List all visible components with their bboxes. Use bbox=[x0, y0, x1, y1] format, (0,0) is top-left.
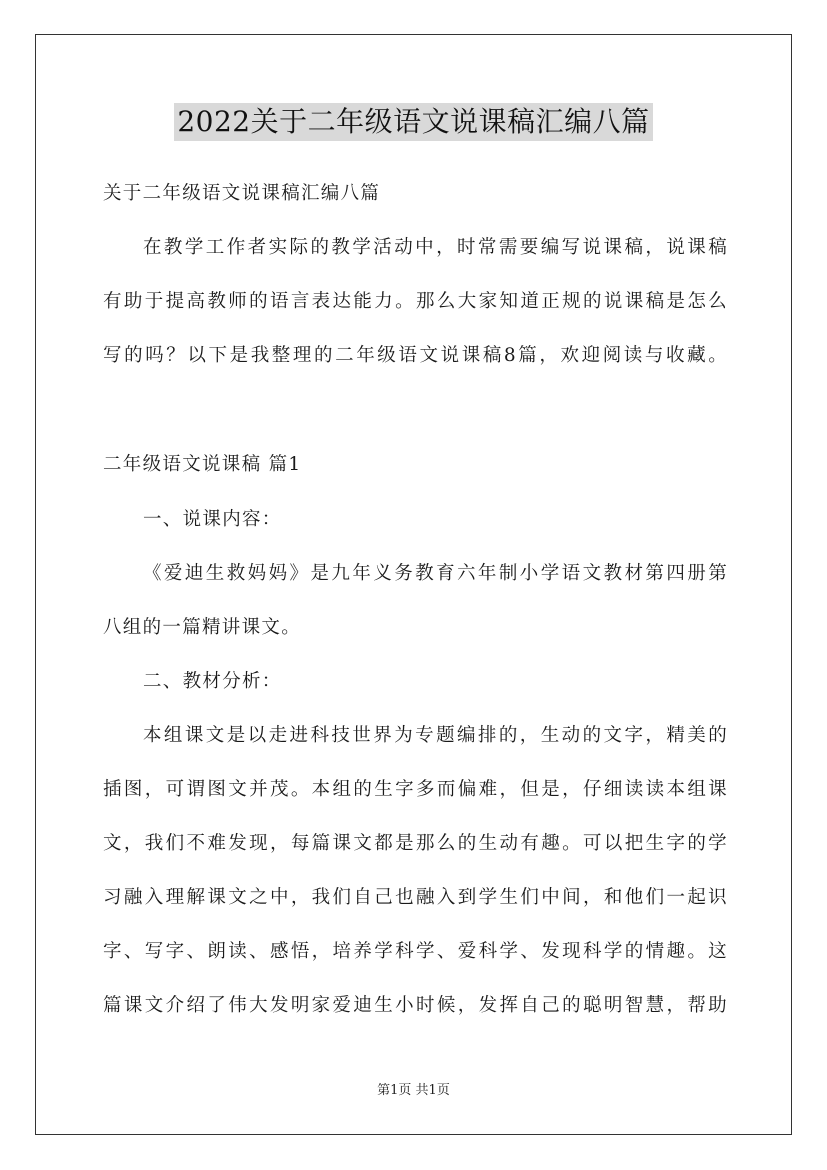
part2-line-6: 篇课文介绍了伟大发明家爱迪生小时候，发挥自己的聪明智慧，帮助 bbox=[103, 995, 728, 1016]
intro-line-3: 写的吗？以下是我整理的二年级语文说课稿8篇，欢迎阅读与收藏。 bbox=[103, 345, 728, 366]
document-subtitle: 关于二年级语文说课稿汇编八篇 bbox=[103, 183, 381, 204]
page-number-footer: 第1页 共1页 bbox=[377, 1083, 450, 1098]
part2-line-1: 本组课文是以走进科技世界为专题编排的，生动的文字，精美的 bbox=[143, 725, 728, 746]
section-heading: 二年级语文说课稿 篇1 bbox=[103, 454, 302, 475]
part1-line-2: 八组的一篇精讲课文。 bbox=[103, 617, 302, 638]
intro-line-2: 有助于提高教师的语言表达能力。那么大家知道正规的说课稿是怎么 bbox=[103, 291, 728, 312]
document-title: 2022关于二年级语文说课稿汇编八篇 bbox=[174, 103, 652, 141]
part2-line-3: 文，我们不难发现，每篇课文都是那么的生动有趣。可以把生字的学 bbox=[103, 833, 728, 854]
part2-line-4: 习融入理解课文之中，我们自己也融入到学生们中间，和他们一起识 bbox=[103, 887, 728, 908]
intro-line-1: 在教学工作者实际的教学活动中，时常需要编写说课稿，说课稿 bbox=[143, 237, 728, 258]
part2-heading: 二、教材分析： bbox=[143, 671, 282, 692]
part1-heading: 一、说课内容： bbox=[143, 509, 282, 530]
part2-line-2: 插图，可谓图文并茂。本组的生字多而偏难，但是，仔细读读本组课 bbox=[103, 779, 728, 800]
part2-line-5: 字、写字、朗读、感悟，培养学科学、爱科学、发现科学的情趣。这 bbox=[103, 941, 728, 962]
part1-line-1: 《爱迪生救妈妈》是九年义务教育六年制小学语文教材第四册第 bbox=[143, 563, 728, 584]
title-container bbox=[0, 103, 827, 141]
